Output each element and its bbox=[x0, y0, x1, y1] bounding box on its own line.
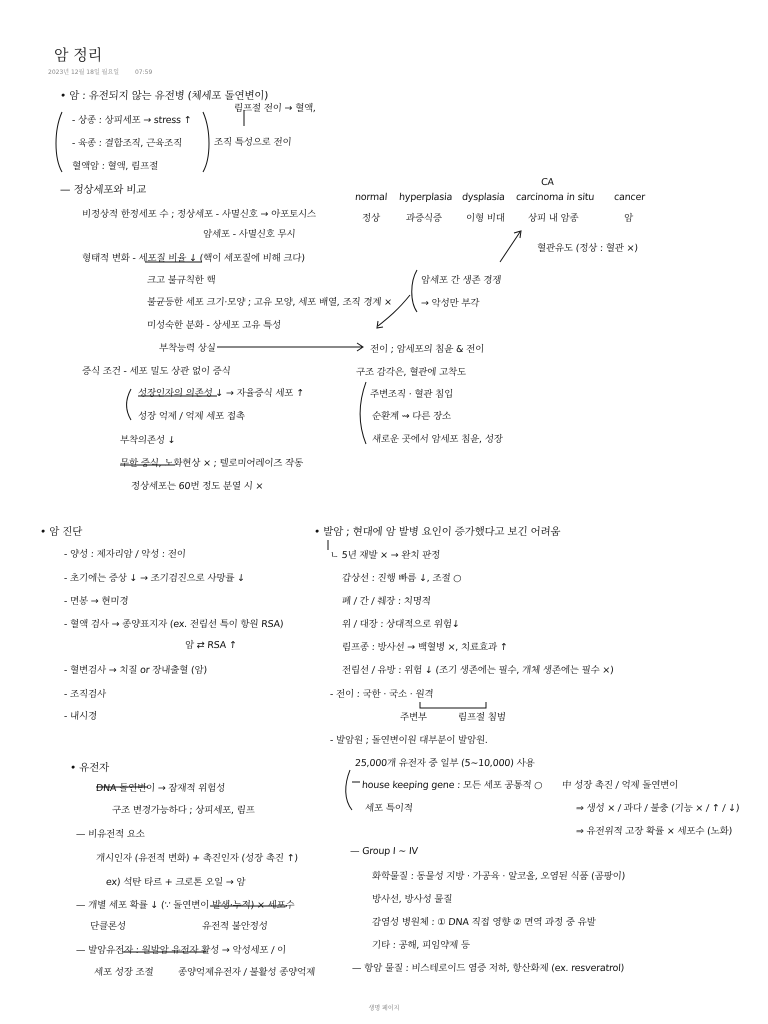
uneven-line: 불균등한 세포 크기·모양 ; 고유 모양, 세포 배열, 조직 경계 × bbox=[146, 297, 393, 308]
angiogenesis-note: 혈관유도 (정상 : 혈관 ×) bbox=[536, 243, 639, 254]
stage-arrow bbox=[500, 232, 520, 262]
incidence-line-18: 화학물질 : 동물성 지방 · 가공육 · 알코올, 오염된 식품 (곰팡이) bbox=[371, 871, 626, 882]
page-title: 암 정리 bbox=[54, 46, 103, 64]
incidence-line-14: 中 성장 촉진 / 억제 돌연변이 bbox=[561, 780, 679, 791]
structure-note: 구조 감각은, 혈관에 고착도 bbox=[355, 367, 467, 378]
genetics-line-11: 세포 성장 조절 bbox=[93, 967, 154, 978]
genetics-line-4: — 비유전적 요소 bbox=[75, 829, 146, 840]
genetics-line-8: 단클론성 bbox=[89, 921, 127, 932]
page-time: 07:59 bbox=[134, 69, 153, 76]
incidence-line-11: 25,000개 유전자 중 일부 (5~10,000) 사용 bbox=[354, 758, 535, 769]
stage-normal: normal bbox=[354, 192, 388, 203]
adhesion-line: 부착능력 상실 bbox=[158, 343, 216, 354]
genetics-line-12: 종양억제유전자 / 불활성 종양억제 bbox=[177, 967, 316, 978]
immortal-line: 무한 증식, 노화현상 × ; 텔로미어레이즈 작동 bbox=[119, 458, 304, 469]
incidence-line-13: 세포 특이적 bbox=[364, 803, 413, 814]
growth-inhibit-line: 성장 억제 / 억제 세포 접촉 bbox=[137, 411, 246, 422]
anchorage-line: 부착의존성 ↓ bbox=[119, 435, 176, 446]
stage-hyperplasia-ko: 과증식증 bbox=[405, 213, 443, 224]
incidence-line-5: 위 / 대장 : 상대적으로 위험↓ bbox=[341, 619, 460, 630]
incidence-line-8: - 전이 : 국한 · 국소 · 원격 bbox=[329, 689, 434, 700]
genetics-line-5: 개시인자 (유전적 변화) + 촉진인자 (성장 촉진 ↑) bbox=[95, 853, 299, 864]
proliferation-line: 증식 조건 - 세포 밀도 상관 없이 증식 bbox=[81, 366, 231, 377]
bracket-right bbox=[203, 112, 209, 172]
genetics-line-2: DNA 돌연변이 → 잠재적 위험성 bbox=[95, 783, 226, 794]
diagnosis-line-5: 암 ⇄ RSA ↑ bbox=[184, 640, 237, 651]
diagnosis-heading: • 암 진단 bbox=[39, 526, 83, 538]
hk-arrow bbox=[346, 770, 352, 810]
cell-count-line: 비정상적 한정세포 수 ; 정상세포 - 사멸신호 → 아포토시스 bbox=[81, 209, 317, 220]
brace-growth bbox=[127, 389, 132, 420]
incidence-line-6: 림프종 : 방사선 → 백혈병 ×, 치료효과 ↑ bbox=[341, 642, 508, 653]
stage-cancer-ko: 암 bbox=[623, 213, 634, 224]
incidence-line-17: — Group I ~ IV bbox=[349, 846, 419, 857]
metastasis-step-1: 주변조직 · 혈관 침입 bbox=[369, 389, 454, 400]
stage-carcinoma: carcinoma in situ bbox=[515, 192, 595, 203]
stage-normal-ko: 정상 bbox=[361, 213, 381, 224]
blood-cancer-type: 혈액암 : 혈액, 림프절 bbox=[71, 161, 159, 172]
diagnosis-line-3: - 면봉 → 현미경 bbox=[63, 596, 129, 607]
diagnosis-line-8: - 내시경 bbox=[63, 711, 98, 722]
stage-dysplasia: dysplasia bbox=[461, 192, 506, 203]
incidence-line-3: 갑상선 : 진행 빠름 ↓, 조절 ○ bbox=[341, 573, 462, 584]
incidence-line-9b: 림프절 침범 bbox=[457, 712, 506, 723]
sarcoma-type: - 육종 : 결합조직, 근육조직 bbox=[71, 138, 183, 149]
incidence-line-22: — 항암 물질 : 비스테로이드 염증 저하, 항산화제 (ex. resveratrol) bbox=[351, 963, 625, 974]
stage-carcinoma-ko: 상피 내 암종 bbox=[527, 213, 579, 224]
diagnosis-line-4: - 혈액 검사 → 종양표지자 (ex. 전립선 특이 항원 RSA) bbox=[63, 619, 284, 630]
page-footer: 생명 페이지 bbox=[368, 1005, 400, 1012]
incidence-line-4: 폐 / 간 / 췌장 : 치명적 bbox=[341, 596, 432, 607]
incidence-heading: • 발암 ; 현대에 암 발병 요인이 증가했다고 보긴 어려움 bbox=[313, 526, 561, 538]
incidence-line-16: ⇒ 유전위적 고장 확률 × 세포수 (노화) bbox=[575, 826, 733, 837]
page-date: 2023년 12월 18일 월요일 bbox=[48, 69, 120, 76]
diagnosis-line-7: - 조직검사 bbox=[63, 689, 107, 700]
growth-factor-line: 성장인자의 의존성 ↓ → 자율증식 세포 ↑ bbox=[137, 388, 305, 399]
incidence-line-7: 전립선 / 유방 : 위험 ↓ (조기 생존에는 필수, 개체 생존에는 필수 ×) bbox=[341, 665, 614, 676]
cancer-cell-line: 암세포 - 사멸신호 무시 bbox=[202, 229, 296, 240]
diagnosis-line-6: - 혈변검사 → 치질 or 장내출혈 (암) bbox=[63, 665, 208, 676]
nucleus-line: 크고 불규칙한 핵 bbox=[146, 275, 216, 286]
carcinoma-type: - 상종 : 상피세포 → stress ↑ bbox=[71, 115, 192, 126]
metastasis-bracket bbox=[360, 382, 366, 444]
incidence-line-2: ㄴ 5년 재발 × → 완치 판정 bbox=[329, 550, 441, 561]
genetics-line-9: 유전적 불안정성 bbox=[201, 921, 268, 932]
compete-line-2: → 악성만 부각 bbox=[420, 298, 480, 309]
incidence-line-9a: 주변부 bbox=[399, 712, 428, 723]
compare-heading: — 정상세포와 비교 bbox=[59, 184, 147, 196]
incidence-line-12: house keeping gene : 모든 세포 공통적 ○ bbox=[361, 780, 543, 791]
metastasis-step-3: 새로운 곳에서 암세포 침윤, 성장 bbox=[371, 434, 504, 445]
incidence-line-15: ⇒ 생성 × / 과다 / 불충 (기능 × / ↑ / ↓) bbox=[575, 803, 740, 814]
incidence-line-19: 방사선, 방사성 물질 bbox=[371, 894, 453, 905]
diagnosis-line-1: - 양성 : 제자리암 / 악성 : 전이 bbox=[63, 549, 187, 560]
compete-bracket bbox=[412, 270, 417, 312]
stage-cancer: cancer bbox=[613, 192, 646, 203]
stage-dysplasia-ko: 이형 비대 bbox=[465, 213, 506, 224]
lymph-note: 림프절 전이 → 혈액, bbox=[233, 103, 317, 114]
genetics-heading: • 유전자 bbox=[69, 762, 110, 774]
intro-line: • 암 : 유전되지 않는 유전병 (체세포 돌연변이) bbox=[59, 90, 269, 102]
metastasis-definition: 전이 ; 암세포의 침윤 & 전이 bbox=[369, 344, 485, 355]
metastasis-step-2: 순환계 ⇝ 다른 장소 bbox=[371, 411, 452, 422]
normal-division-line: 정상세포는 60번 정도 분열 시 × bbox=[130, 481, 264, 492]
morphology-line: 형태적 변화 - 세포질 비율 ↓ (핵이 세포질에 비해 크다) bbox=[81, 253, 306, 264]
differentiation-line: 미성숙한 분화 - 상세포 고유 특성 bbox=[146, 320, 282, 331]
genetics-line-10: — 발암유전자 : 원발암 유전자 활성 → 악성세포 / 이 bbox=[75, 945, 287, 956]
local-bracket bbox=[420, 702, 486, 708]
stage-hyperplasia: hyperplasia bbox=[398, 192, 453, 203]
stage-ca-label: CA bbox=[540, 177, 555, 188]
genetics-line-7: — 개별 세포 확률 ↓ (∵ 돌연변이 발생·누적) × 세포수 bbox=[75, 900, 295, 911]
genetics-line-3: 구조 변경가능하다 ; 상피세포, 림프 bbox=[111, 805, 256, 816]
bracket-left bbox=[56, 112, 62, 172]
diagnosis-line-2: - 초기에는 증상 ↓ → 조기검진으로 사망률 ↓ bbox=[63, 573, 246, 584]
genetics-line-6: ex) 석탄 타르 + 크로톤 오일 → 암 bbox=[105, 877, 246, 888]
incidence-line-21: 기타 : 공해, 피임약제 등 bbox=[371, 940, 471, 951]
incidence-line-20: 감염성 병원체 : ① DNA 직접 영향 ② 면역 과정 중 유발 bbox=[371, 917, 596, 928]
compete-line-1: 암세포 간 생존 경쟁 bbox=[420, 275, 502, 286]
incidence-line-10: - 발암원 ; 돌연변이원 대부분이 발암원. bbox=[329, 735, 489, 746]
tissue-note: 조직 특성으로 전이 bbox=[213, 137, 292, 148]
